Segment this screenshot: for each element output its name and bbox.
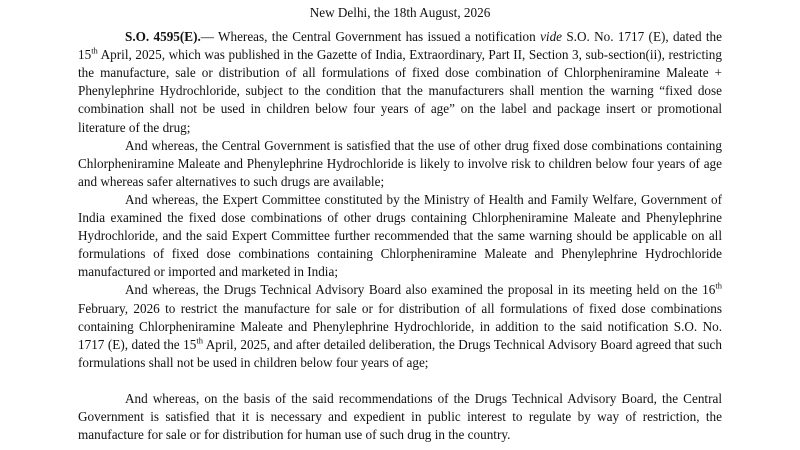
paragraph-text: April, 2025, and after detailed deliberation, the Drugs Technical Advisory Board agreed that such formulations shall not be used in children below four years of age; xyxy=(78,336,722,370)
paragraph-text: February, 2026 to restrict the manufacture for sale or for distribution of all formulations of fixed dose combinations containing Chlorpheniramine Maleate and Phenylephrine Hydrochloride, in addition to the said notification S.O. No. 1717 (E), dated the 15 xyxy=(78,300,722,352)
paragraph-text: S.O. No. 1717 (E), dated the 15 xyxy=(78,29,722,63)
ordinal-suffix: th xyxy=(715,281,722,292)
paragraph-dtab-meeting xyxy=(78,281,722,371)
paragraph-text: — Whereas, the Central Government has issued a notification xyxy=(200,29,541,45)
vide-word: vide xyxy=(540,29,563,45)
paragraph-expert-committee: And whereas, the Expert Committee constituted by the Ministry of Health and Family Welfare, Government of India examined the fixed dose combinations of other drugs containing Chlorpheniramine Maleate and Phenylephrine Hydrochloride, and the said Expert Committee further recommended that the same warning should be applicable on all formulations of fixed dose combinations containing Chlorpheniramine Maleate and Phenylephrine Hydrochloride manufactured or imported and marketed in India; xyxy=(78,191,722,280)
paragraph-so-notification xyxy=(78,28,722,137)
paragraph-text: April, 2025, which was published in the Gazette of India, Extraordinary, Part II, Section 3, sub-section(ii), restricting the manufacture, sale or distribution of all formulations of fixed dose combination of Chlorpheniramine Maleate + Phenylephrine Hydrochloride, subject to the condition that the manufacturers shall mention the warning “fixed dose combination shall not be used in children below four years of age” on the label and package insert or promotional literature of the drug; xyxy=(78,47,722,135)
ordinal-suffix: th xyxy=(91,45,98,56)
paragraph-risk-to-children: And whereas, the Central Government is satisfied that the use of other drug fixed dose combinations containing Chlorpheniramine Maleate and Phenylephrine Hydrochloride is likely to involve risk to children below four years of age and whereas safer alternatives to such drugs are available; xyxy=(78,137,722,189)
ordinal-suffix: th xyxy=(196,335,203,346)
dateline: New Delhi, the 18th August, 2026 xyxy=(309,5,491,20)
notification-page xyxy=(78,4,722,444)
paragraph-text: And whereas, the Drugs Technical Advisory Board also examined the proposal in its meeting held on the 16 xyxy=(125,282,716,298)
paragraph-regulation: And whereas, on the basis of the said recommendations of the Drugs Technical Advisory Board, the Central Government is satisfied that it is necessary and expedient in public interest to regulate by way of restriction, the manufacture for sale or for distribution for human use of such drug in the country. xyxy=(78,390,722,443)
so-number: S.O. 4595(E). xyxy=(125,29,201,45)
